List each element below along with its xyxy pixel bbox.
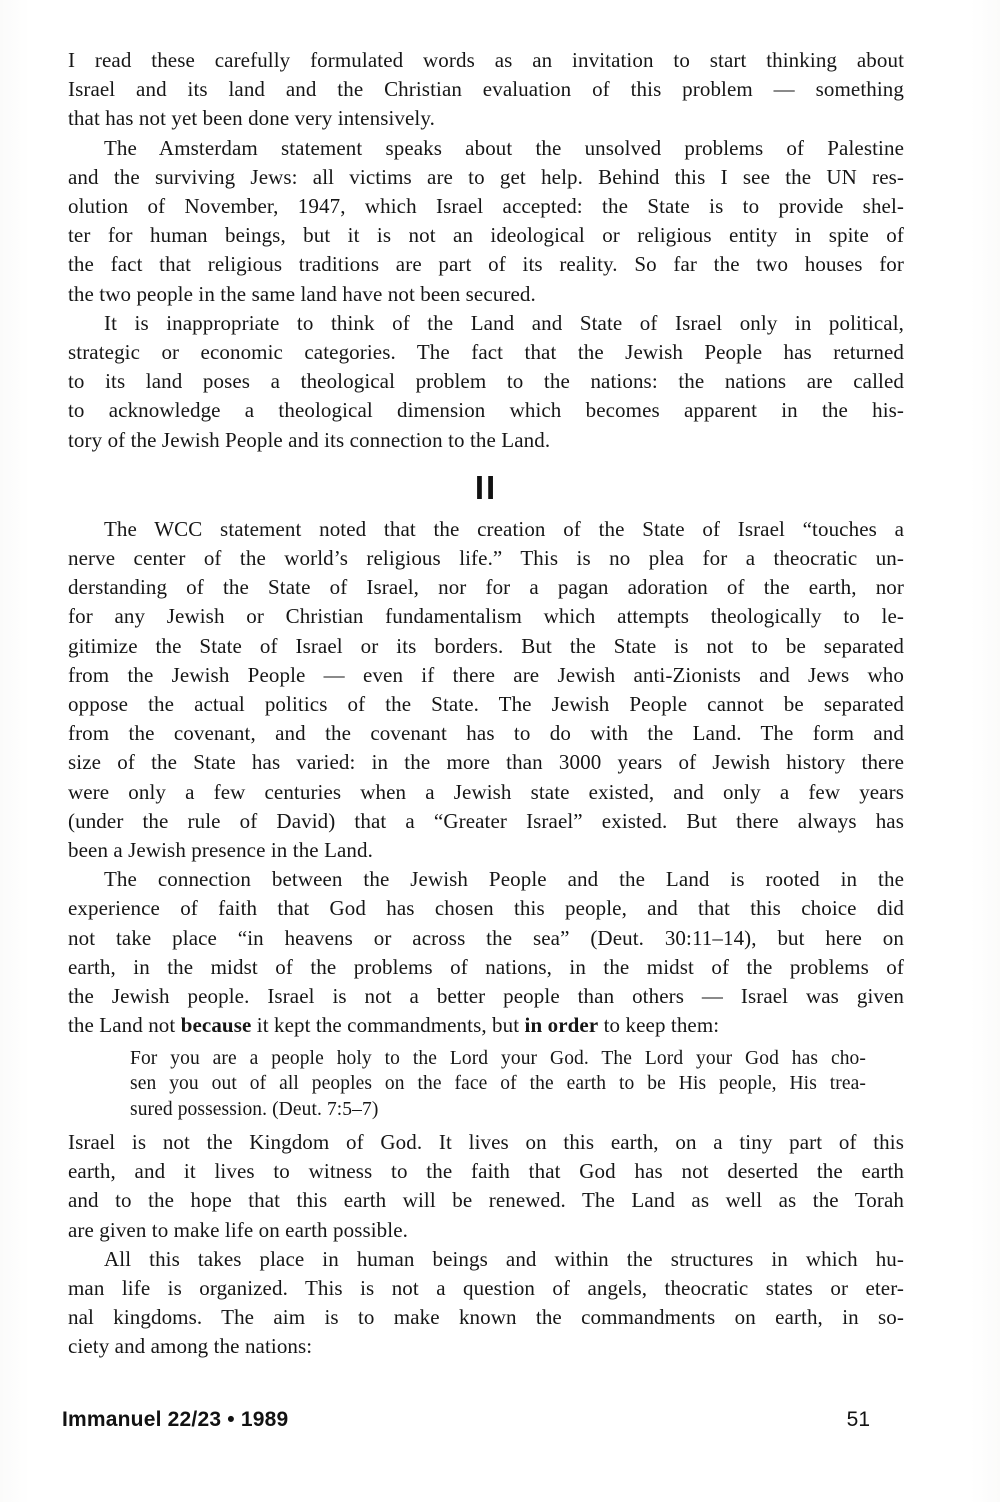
text-line: been a Jewish presence in the Land.	[68, 838, 373, 863]
scripture-blockquote	[130, 1046, 866, 1123]
text-line: size of the State has varied: in the more than 3000 years of Jewish history there	[68, 750, 904, 775]
text-line: are given to make life on earth possible.	[68, 1217, 408, 1242]
text-line: The Amsterdam statement speaks about the unsolved problems of Palestine	[104, 135, 904, 160]
text-line: from the covenant, and the covenant has to do with the Land. The form and	[68, 721, 904, 746]
text-line: ciety and among the nations:	[68, 1334, 313, 1359]
page-footer	[62, 1408, 902, 1432]
text-line: sured possession. (Deut. 7:5–7)	[130, 1099, 379, 1121]
text-line: derstanding of the State of Israel, nor for a pagan adoration of the earth, nor	[68, 575, 904, 600]
text-line: The connection between the Jewish People and the Land is rooted in the	[104, 867, 904, 892]
paragraph	[68, 46, 904, 134]
section-heading: II	[474, 468, 498, 506]
text-line: Israel is not the Kingdom of God. It lives on this earth, on a tiny part of this	[68, 1129, 904, 1154]
paragraph	[68, 134, 904, 309]
text-line: oppose the actual politics of the State. The Jewish People cannot be separated	[68, 692, 904, 717]
text-line: that has not yet been done very intensively.	[68, 106, 435, 131]
text-line: nerve center of the world’s religious life.” This is no plea for a theocratic un-	[68, 546, 904, 571]
text-line: the Land not because it kept the commandments, but in order to keep them:	[68, 1013, 720, 1038]
text-line: man life is organized. This is not a question of angels, theocratic states or eter-	[68, 1275, 904, 1300]
text-line: earth, in the midst of the problems of nations, in the midst of the problems of	[68, 954, 904, 979]
paragraph	[68, 1128, 904, 1245]
text-line: nal kingdoms. The aim is to make known the commandments on earth, in so-	[68, 1305, 904, 1330]
text-line: experience of faith that God has chosen this people, and that this choice did	[68, 896, 904, 921]
text-line: strategic or economic categories. The fact that the Jewish People has returned	[68, 340, 904, 365]
text-line: tory of the Jewish People and its connection to the Land.	[68, 427, 551, 452]
paragraph	[68, 309, 904, 455]
text-line: olution of November, 1947, which Israel accepted: the State is to provide shel-	[68, 194, 904, 219]
text-line: the Jewish people. Israel is not a better people than others — Israel was given	[68, 984, 904, 1009]
text-line: and the surviving Jews: all victims are to get help. Behind this I see the UN res-	[68, 164, 904, 189]
text-line: All this takes place in human beings and within the structures in which hu-	[104, 1246, 904, 1271]
text-line: for any Jewish or Christian fundamentalism which attempts theologically to le-	[68, 604, 904, 629]
text-line: (under the rule of David) that a “Greater Israel” existed. But there always has	[68, 808, 904, 833]
text-line: It is inappropriate to think of the Land and State of Israel only in political,	[104, 310, 904, 335]
paragraph	[68, 515, 904, 865]
journal-citation: Immanuel 22/23 • 1989	[62, 1408, 289, 1431]
paragraph	[68, 1245, 904, 1362]
text-line: ter for human beings, but it is not an ideological or religious entity in spite of	[68, 223, 904, 248]
text-line: the fact that religious traditions are part of its reality. So far the two houses for	[68, 252, 904, 277]
paragraph	[68, 865, 904, 1040]
text-line: Israel and its land and the Christian evaluation of this problem — something	[68, 77, 904, 102]
text-line: to its land poses a theological problem to the nations: the nations are called	[68, 369, 904, 394]
text-line: the two people in the same land have not been secured.	[68, 281, 536, 306]
text-line: were only a few centuries when a Jewish state existed, and only a few years	[68, 779, 904, 804]
page-number: 51	[846, 1408, 870, 1431]
text-line: I read these carefully formulated words as an invitation to start thinking about	[68, 48, 904, 72]
text-line: sen you out of all peoples on the face of the earth to be His people, His trea-	[130, 1073, 866, 1095]
text-line: not take place “in heavens or across the sea” (Deut. 30:11–14), but here on	[68, 925, 904, 950]
text-line: to acknowledge a theological dimension which becomes apparent in the his-	[68, 398, 904, 423]
text-line: The WCC statement noted that the creation of the State of Israel “touches a	[104, 516, 904, 541]
text-column	[68, 46, 904, 1362]
text-line: earth, and it lives to witness to the faith that God has not deserted the earth	[68, 1159, 904, 1184]
text-line: from the Jewish People — even if there are Jewish anti-Zionists and Jews who	[68, 662, 904, 687]
text-line: For you are a people holy to the Lord your God. The Lord your God has cho-	[130, 1047, 866, 1069]
text-line: and to the hope that this earth will be renewed. The Land as well as the Torah	[68, 1188, 904, 1213]
text-line: gitimize the State of Israel or its borders. But the State is not to be separated	[68, 633, 904, 658]
